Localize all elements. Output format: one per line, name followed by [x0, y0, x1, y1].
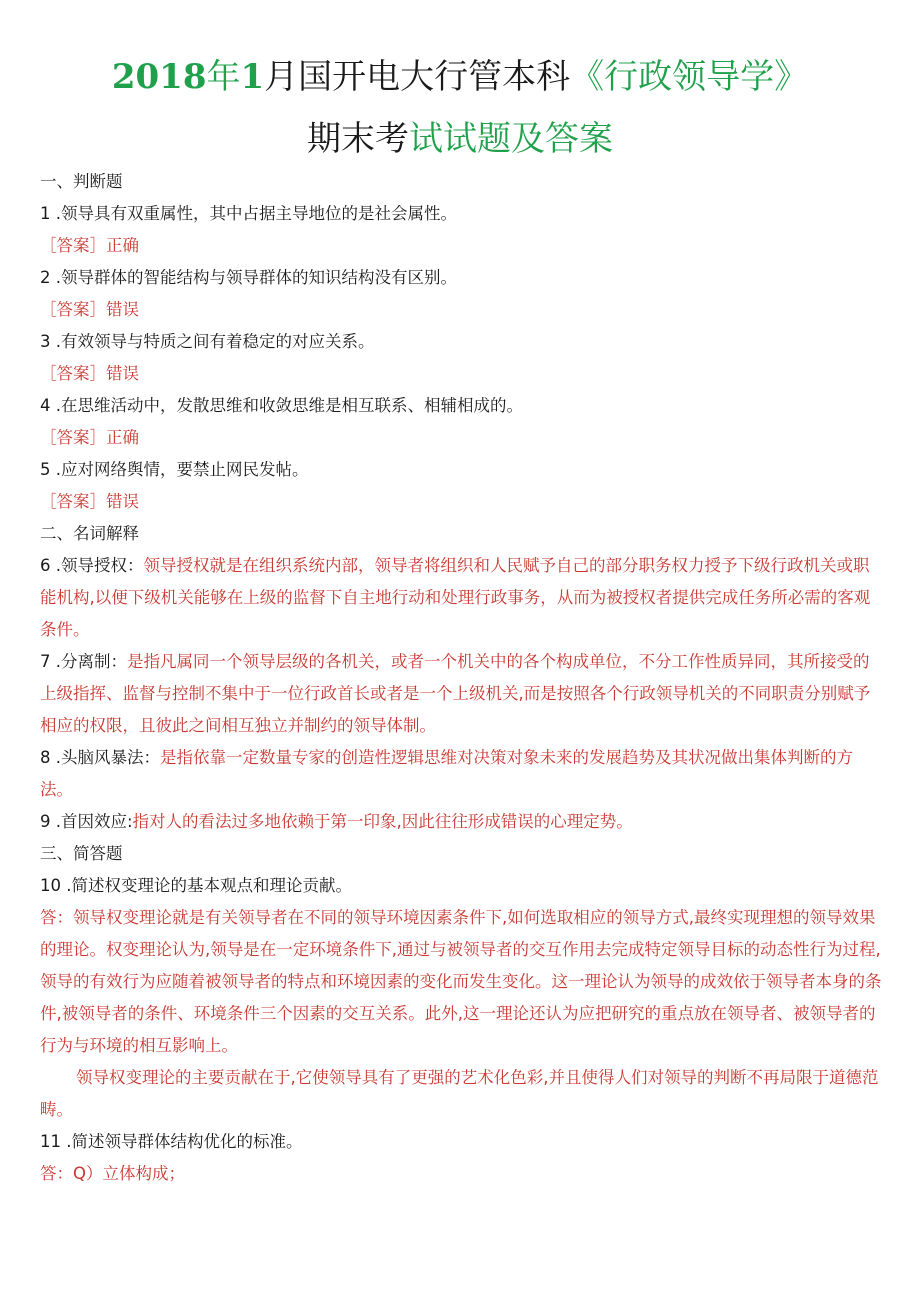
question-11: 11 .简述领导群体结构优化的标准。	[40, 1132, 303, 1151]
term-8-definition: 是指依靠一定数量专家的创造性逻辑思维对决策对象未来的发展趋势及其状况做出集体判断的方法。	[40, 748, 853, 799]
answer-1: ［答案］正确	[40, 236, 139, 255]
term-8	[40, 742, 885, 806]
answer-5: ［答案］错误	[40, 492, 139, 511]
answer-3: ［答案］错误	[40, 364, 139, 383]
question-3: 3 .有效领导与特质之间有着稳定的对应关系。	[40, 332, 375, 351]
term-7	[40, 646, 885, 742]
term-7-label: 7 .分离制：	[40, 652, 127, 671]
term-9-definition: 指对人的看法过多地依赖于第一印象,因此往往形成错误的心理定势。	[132, 812, 633, 831]
answer-10-paragraph-2: 领导权变理论的主要贡献在于,它使领导具有了更强的艺术化色彩,并且使得人们对领导的判断不再局限于道德范畴。	[40, 1068, 879, 1119]
term-6	[40, 550, 885, 646]
answer-10-paragraph-1: 答：领导权变理论就是有关领导者在不同的领导环境因素条件下,如何选取相应的领导方式,最终实现理想的领导效果的理论。权变理论认为,领导是在一定环境条件下,通过与被领导者的交互作用去完成特定领导目标的动态性行为过程,领导的有效行为应随着被领导者的特点和环境因素的变化而发生变化。这一理论认为领导的成效依于领导者本身的条件,被领导者的条件、环境条件三个因素的交互关系。此外,这一理论还认为应把研究的重点放在领导者、被领导者的行为与环境的相互影响上。	[40, 908, 882, 1055]
term-6-definition: 领导授权就是在组织系统内部，领导者将组织和人民赋予自己的部分职务权力授予下级行政机关或职能机构,以便下级机关能够在上级的监督下自主地行动和处理行政事务，从而为被授权者提供完成任务所必需的客观条件。	[40, 556, 871, 639]
answer-2: ［答案］错误	[40, 300, 139, 319]
title-rest: 月国开电大行管本科	[264, 57, 571, 97]
title-line-1	[0, 54, 920, 100]
title-course: 《行政领导学》	[570, 57, 809, 97]
question-4: 4 .在思维活动中，发散思维和收敛思维是相互联系、相辅相成的。	[40, 396, 523, 415]
title-year: 2018	[111, 57, 207, 97]
title-line-2	[0, 116, 920, 162]
answer-11: 答：Q）立体构成；	[40, 1164, 185, 1183]
term-6-label: 6 .领导授权：	[40, 556, 144, 575]
term-9-label: 9 .首因效应:	[40, 812, 133, 831]
document-body	[40, 166, 885, 1190]
question-5: 5 .应对网络舆情，要禁止网民发帖。	[40, 460, 309, 479]
title-nian: 年	[206, 57, 241, 97]
question-10: 10 .简述权变理论的基本观点和理论贡献。	[40, 876, 352, 895]
question-2: 2 .领导群体的智能结构与领导群体的知识结构没有区别。	[40, 268, 457, 287]
term-7-definition: 是指凡属同一个领导层级的各机关，或者一个机关中的各个构成单位，不分工作性质异同，其所接受的上级指挥、监督与控制不集中于一位行政首长或者是一个上级机关,而是按照各个行政领导机关的不同职责分别赋予相应的权限，且彼此之间相互独立并制约的领导体制。	[40, 652, 871, 735]
title2-black: 期末考	[307, 119, 409, 159]
term-9	[40, 806, 885, 838]
term-8-label: 8 .头脑风暴法：	[40, 748, 160, 767]
section-heading-judgement: 一、判断题	[40, 172, 123, 191]
question-1: 1 .领导具有双重属性，其中占据主导地位的是社会属性。	[40, 204, 457, 223]
title-month: 1	[240, 57, 265, 97]
section-heading-short-answer: 三、简答题	[40, 844, 123, 863]
section-heading-terms: 二、名词解释	[40, 524, 139, 543]
title2-green: 试试题及答案	[409, 119, 613, 159]
answer-4: ［答案］正确	[40, 428, 139, 447]
